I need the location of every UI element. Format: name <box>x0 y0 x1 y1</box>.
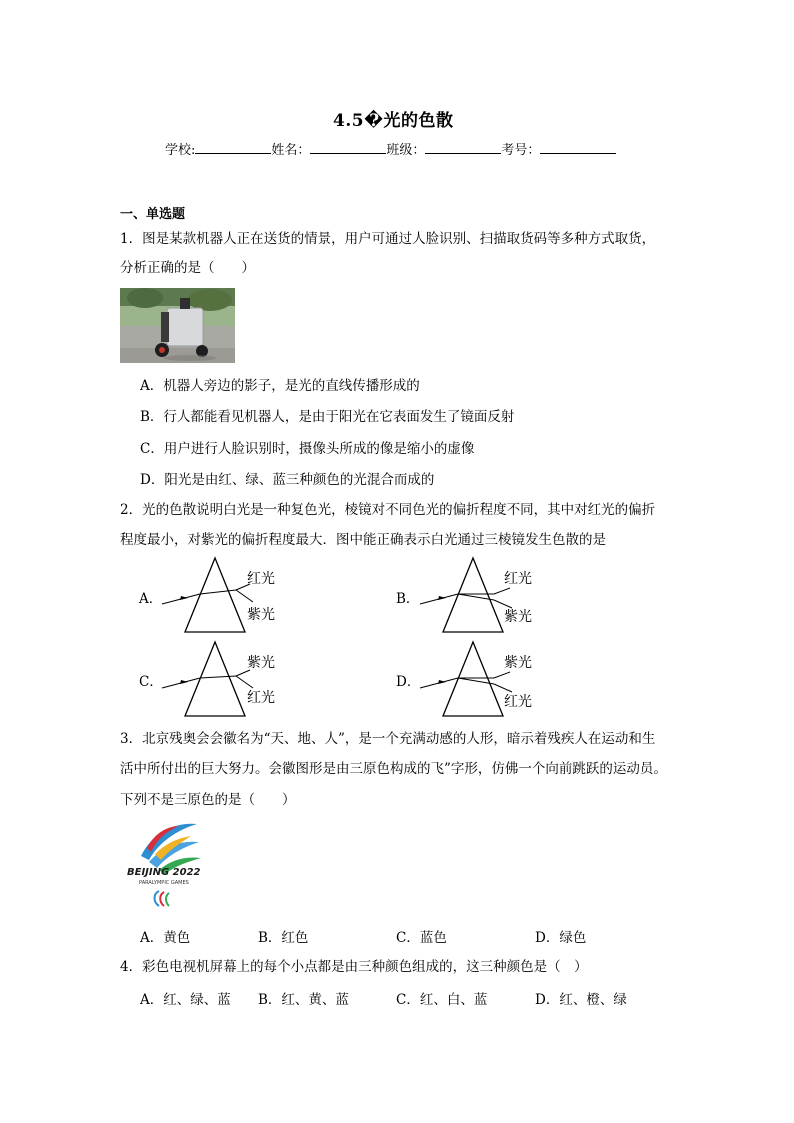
question-3-option-c[interactable]: C．蓝色 <box>396 930 447 946</box>
name-blank[interactable] <box>310 141 386 154</box>
page-title: 4.5�光的色散 <box>333 111 454 131</box>
prism-b-top-label: 红光 <box>504 571 532 587</box>
prism-a-diagram <box>160 556 290 638</box>
number-label: 考号： <box>501 143 541 158</box>
question-3-stem-line3: 下列不是三原色的是（ ） <box>120 792 296 808</box>
question-4-option-a[interactable]: A．红、绿、蓝 <box>140 992 231 1008</box>
question-4-option-c[interactable]: C．红、白、蓝 <box>396 992 488 1008</box>
prism-d-diagram <box>418 640 548 722</box>
question-1-stem-line2: 分析正确的是（ ） <box>120 260 255 276</box>
question-1-option-a[interactable]: A．机器人旁边的影子，是光的直线传播形成的 <box>140 378 420 394</box>
prism-a-bottom-label: 紫光 <box>247 607 275 623</box>
question-3-stem-line2: 活中所付出的巨大努力。会徽图形是由三原色构成的飞”字形，仿佛一个向前跳跃的运动员。 <box>120 761 667 777</box>
prism-c-letter[interactable]: C． <box>139 674 163 690</box>
class-label: 班级： <box>386 143 426 158</box>
question-2-stem-line2: 程度最小，对紫光的偏折程度最大．图中能正确表示白光通过三棱镜发生色散的是 <box>120 532 606 548</box>
name-label: 姓名： <box>271 143 311 158</box>
prism-d-letter[interactable]: D． <box>396 674 421 690</box>
section-heading: 一、单选题 <box>120 207 186 222</box>
question-1-option-d[interactable]: D．阳光是由红、绿、蓝三种颜色的光混合而成的 <box>140 472 435 488</box>
question-1-option-b[interactable]: B．行人都能看见机器人，是由于阳光在它表面发生了镜面反射 <box>140 409 515 425</box>
prism-c-bottom-label: 红光 <box>247 690 275 706</box>
prism-d-bottom-label: 红光 <box>504 694 532 710</box>
prism-c-top-label: 紫光 <box>247 655 275 671</box>
question-1-option-c[interactable]: C．用户进行人脸识别时，摄像头所成的像是缩小的虚像 <box>140 441 475 457</box>
question-3-option-a[interactable]: A．黄色 <box>140 930 191 946</box>
question-1-stem-line1: 1．图是某款机器人正在送货的情景，用户可通过人脸识别、扫描取货码等多种方式取货， <box>120 231 656 247</box>
question-4-option-b[interactable]: B．红、黄、蓝 <box>258 992 349 1008</box>
question-4-option-d[interactable]: D．红、橙、绿 <box>535 992 627 1008</box>
question-3-stem-line1: 3．北京残奥会会徽名为“天、地、人”，是一个充满动感的人形，暗示着残疾人在运动和生 <box>120 731 656 747</box>
number-blank[interactable] <box>540 141 616 154</box>
prism-b-diagram <box>418 556 548 638</box>
question-4-stem: 4．彩色电视机屏幕上的每个小点都是由三种颜色组成的，这三种颜色是（ ） <box>120 959 588 975</box>
school-blank[interactable] <box>195 141 271 154</box>
question-3-option-b[interactable]: B．红色 <box>258 930 309 946</box>
prism-a-letter[interactable]: A． <box>139 591 163 607</box>
prism-c-diagram <box>160 640 290 722</box>
logo-subtext: PARALYMPIC GAMES <box>139 880 189 886</box>
logo-text: BEIJING 2022 <box>127 867 201 878</box>
class-blank[interactable] <box>425 141 501 154</box>
beijing-2022-paralympic-logo <box>125 818 215 914</box>
question-3-option-d[interactable]: D．绿色 <box>535 930 587 946</box>
prism-a-top-label: 红光 <box>247 571 275 587</box>
prism-b-letter[interactable]: B． <box>396 591 420 607</box>
delivery-robot-photo <box>120 288 235 363</box>
prism-b-bottom-label: 紫光 <box>504 609 532 625</box>
question-2-stem-line1: 2．光的色散说明白光是一种复色光，棱镜对不同色光的偏折程度不同，其中对红光的偏折 <box>120 502 656 518</box>
school-label: 学校: <box>165 143 196 158</box>
prism-d-top-label: 紫光 <box>504 655 532 671</box>
student-info-fields <box>165 139 616 158</box>
